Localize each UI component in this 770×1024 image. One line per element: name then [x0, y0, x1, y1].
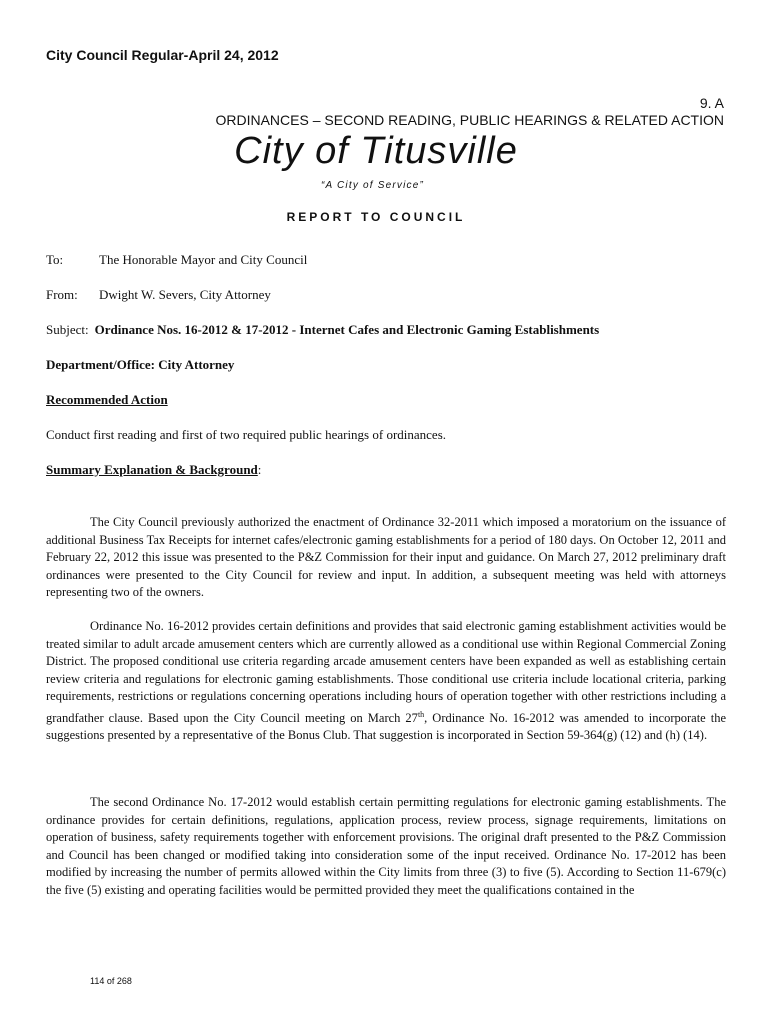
agenda-item-number: 9. A: [699, 95, 724, 111]
recommended-action-text: Conduct first reading and first of two required public hearings of ordinances.: [46, 427, 446, 442]
subject-label: Subject:: [46, 322, 89, 337]
summary-heading: Summary Explanation & Background: [46, 462, 258, 477]
subject-field: [46, 322, 599, 338]
summary-paragraph-3: The second Ordinance No. 17-2012 would establish certain permitting regulations for electronic gaming establishments. The ordinance provides for certain definitions, regulations, application process, review process, signage requirements, limitations on operation of business, safety requirements together with enforcement provisions. The original draft presented to the P&Z Commission and Council has been changed or modified taking into consideration some of the input received. Ordinance No. 17-2012 has been modified by increasing the number of permits allowed within the City limits from three (3) to five (5). According to Section 11-679(c) the five (5) existing and operating facilities would be permitted provided they meet the qualifications contained in the: [46, 795, 726, 897]
summary-paragraph-1: The City Council previously authorized the enactment of Ordinance 32-2011 which imposed a moratorium on the issuance of additional Business Tax Receipts for internet cafes/electronic gaming establishments for a period of 180 days. On October 12, 2011 and February 22, 2012 this issue was presented to the P&Z Commission for their input and guidance. On March 27, 2012 preliminary draft ordinances were presented to the City Council for review and input. In addition, a subsequent meeting was held with attorneys representing two of the owners.: [46, 515, 726, 599]
summary-paragraph-2: [46, 618, 726, 745]
to-field: [46, 252, 307, 268]
department-field: Department/Office: City Attorney: [46, 357, 235, 372]
recommended-action-heading: Recommended Action: [46, 392, 168, 407]
superscript-th: th: [417, 709, 425, 719]
page-number: 114 of 268: [90, 976, 132, 986]
summary-paragraph-2-part-b: , Ordinance No. 16-2012 was amended to incorporate the suggestions presented by a representative of the Bonus Club. That suggestion is incorporated in Section 59-364(g) (12) and (h) (14).: [46, 710, 726, 743]
to-value: The Honorable Mayor and City Council: [99, 252, 308, 267]
from-field: [46, 287, 271, 303]
to-label: To:: [46, 252, 64, 267]
summary-heading-line: [46, 462, 261, 478]
meeting-header: City Council Regular-April 24, 2012: [46, 47, 279, 63]
agenda-section-title: ORDINANCES – SECOND READING, PUBLIC HEARINGS & RELATED ACTION: [215, 112, 724, 128]
city-tagline: “A City of Service”: [320, 180, 424, 191]
city-title: City of Titusville: [234, 130, 518, 172]
report-heading: REPORT TO COUNCIL: [286, 210, 466, 224]
summary-paragraph-2-part-a: Ordinance No. 16-2012 provides certain definitions and provides that said electronic gaming establishment activities would be treated similar to adult arcade amusement centers which are currently allowed as a conditional use within Regional Commercial Zoning District. The proposed conditional use criteria regarding arcade amusement centers have been expanded as well as establishing certain review criteria and regulations for electronic gaming establishments. Those conditional use criteria include locational criteria, parking requirements, restrictions or regulations concerning operations including hours of operation together with other restrictions including a grandfather clause. Based upon the City Council meeting on March 27: [46, 619, 726, 725]
from-label: From:: [46, 287, 78, 302]
from-value: Dwight W. Severs, City Attorney: [99, 287, 271, 302]
subject-value: Ordinance Nos. 16-2012 & 17-2012 - Internet Cafes and Electronic Gaming Establishments: [94, 322, 600, 337]
summary-heading-colon: :: [257, 462, 262, 477]
